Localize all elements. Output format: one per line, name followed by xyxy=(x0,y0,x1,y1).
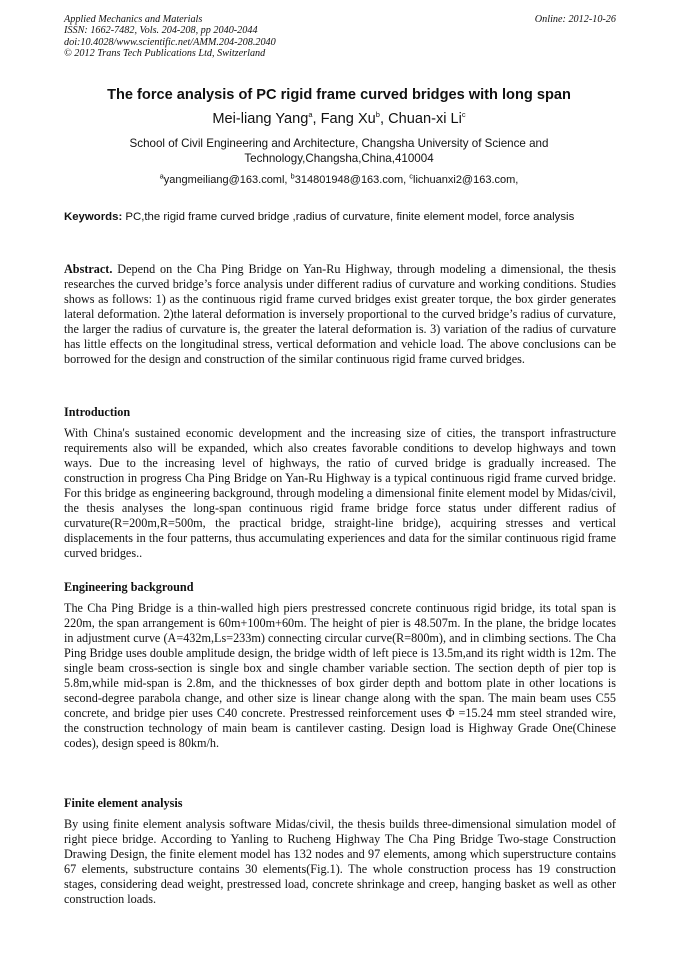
keywords-text: PC,the rigid frame curved bridge ,radius of curvature, finite element model, force analysis xyxy=(125,211,575,223)
abstract xyxy=(64,262,616,367)
journal-name: Applied Mechanics and Materials xyxy=(64,14,203,25)
finite-element-analysis-text: By using finite element analysis software Midas/civil, the thesis builds three-dimensional simulation model of right piece bridge. According to Yanling to Rucheng Highway The Cha Ping Bridge Two-stage Construction Drawing Design, the finite element model has 132 nodes and 97 elements, among which superstructure contains 67 elements, substructure contains 30 elements(Fig.1). The whole construction process has 19 construction stages, considering dead weight, prestressed load, concrete shrinkage and creep, hanging basket as well as other construction loads. xyxy=(64,817,616,906)
email-marker: a xyxy=(159,171,164,181)
keywords xyxy=(64,210,616,224)
online-date: Online: 2012-10-26 xyxy=(534,14,616,25)
issn-line: ISSN: 1662-7482, Vols. 204-208, pp 2040-2044 xyxy=(64,25,258,37)
email-marker: b xyxy=(290,171,295,181)
keywords-label: Keywords: xyxy=(64,211,123,223)
paper-title: The force analysis of PC rigid frame curved bridges with long span xyxy=(107,87,571,103)
email-list xyxy=(0,173,678,187)
section-heading-introduction: Introduction xyxy=(64,405,131,419)
engineering-background-text: The Cha Ping Bridge is a thin-walled high piers prestressed concrete continuous rigid bridge, its total span is 220m, the span arrangement is 60m+100m+60m. The height of pier is 48.507m. In the plane, the bridge locates in adjustment curve (A=432m,Ls=233m) connecting circular curve(R=800m), and in climbing sections. The Cha Ping Bridge uses double amplitude design, the bridge width of left piece is 13.5m,and its right width is 12m. The single beam cross-section is single box and single chamber variable section. The section depth of pier top is 5.8m,while mid-span is 2.8m, and the thicknesses of box girder depth and bottom plate in other locations is second-degree parabola change, and other size is linear change along with the span. The main beam uses C55 concrete, and bridge pier uses C40 concrete. Prestressed reinforcement uses Φ =15.24 mm steel stranded wire, the construction technology of main beam is cantilever casting. Design load is Highway Grade One(Chinese codes), design speed is 80km/h. xyxy=(64,601,616,750)
affiliation: School of Civil Engineering and Architecture, Changsha University of Science and Technology,Changsha,China,410004 xyxy=(129,137,549,165)
author-affil-marker: b xyxy=(375,110,380,120)
email-address: lichuanxi2@163.com, xyxy=(413,174,519,186)
doi-line: doi:10.4028/www.scientific.net/AMM.204-208.2040 xyxy=(64,36,276,48)
abstract-text: Depend on the Cha Ping Bridge on Yan-Ru Highway, through modeling a dimensional, the thesis researches the curved bridge’s force analysis under different radius of curvature and working conditions. Studies shows as follows: 1) as the continuous rigid frame curved bridges exist greater torque, the box girder generates lateral deformation. 2)the lateral deformation is inversely proportional to the curved bridge’s radius of curvature, the larger the radius of curvature is, the greater the lateral deformation is. 3) variation of the radius of curvature has little effects on the longitudinal stress, vertical deformation and vehicle load. The above conclusions can be borrowed for the design and construction of the similar continuous rigid frame curved bridges. xyxy=(64,262,616,366)
author-name: Mei-liang Yang xyxy=(212,111,309,127)
email-address: 314801948@163.com, xyxy=(294,174,407,186)
abstract-label: Abstract. xyxy=(64,262,113,276)
author-name: Chuan-xi Li xyxy=(388,111,462,127)
email-address: yangmeiliang@163.coml, xyxy=(163,174,288,186)
author-list: Mei-liang Yang$^a$, Fang Xu$^b$, Chuan-xi Li$^c$ xyxy=(212,110,466,127)
copyright-line: © 2012 Trans Tech Publications Ltd, Switzerland xyxy=(64,48,266,60)
author-name: Fang Xu xyxy=(320,111,376,127)
author-affil-marker: a xyxy=(308,110,313,120)
section-heading-finite-element-analysis: Finite element analysis xyxy=(64,796,183,810)
introduction-text: With China's sustained economic development and the increasing size of cities, the transport infrastructure requirements also will be expanded, which also creates favorable conditions to develop highways and town ways. Due to the increasing level of highways, the ratio of curved bridge is gradually increased. The construction in progress Cha Ping Bridge on Yan-Ru Highway is a typical continuous rigid frame curved bridge. For this bridge as engineering background, through modeling a dimensional finite element model by Midas/civil, the thesis analyses the long-span continuous rigid frame bridge force status under different radius of curvature(R=200m,R=500m, the practical bridge, straight-line bridge), acquiring stresses and vertical displacements in the four patterns, thus accumulating experiences and data for the similar continuous rigid frame curved bridges.. xyxy=(64,426,616,560)
email-marker: c xyxy=(409,171,414,181)
section-heading-engineering-background: Engineering background xyxy=(64,580,194,594)
running-header xyxy=(64,14,616,60)
author-affil-marker: c xyxy=(461,110,466,120)
